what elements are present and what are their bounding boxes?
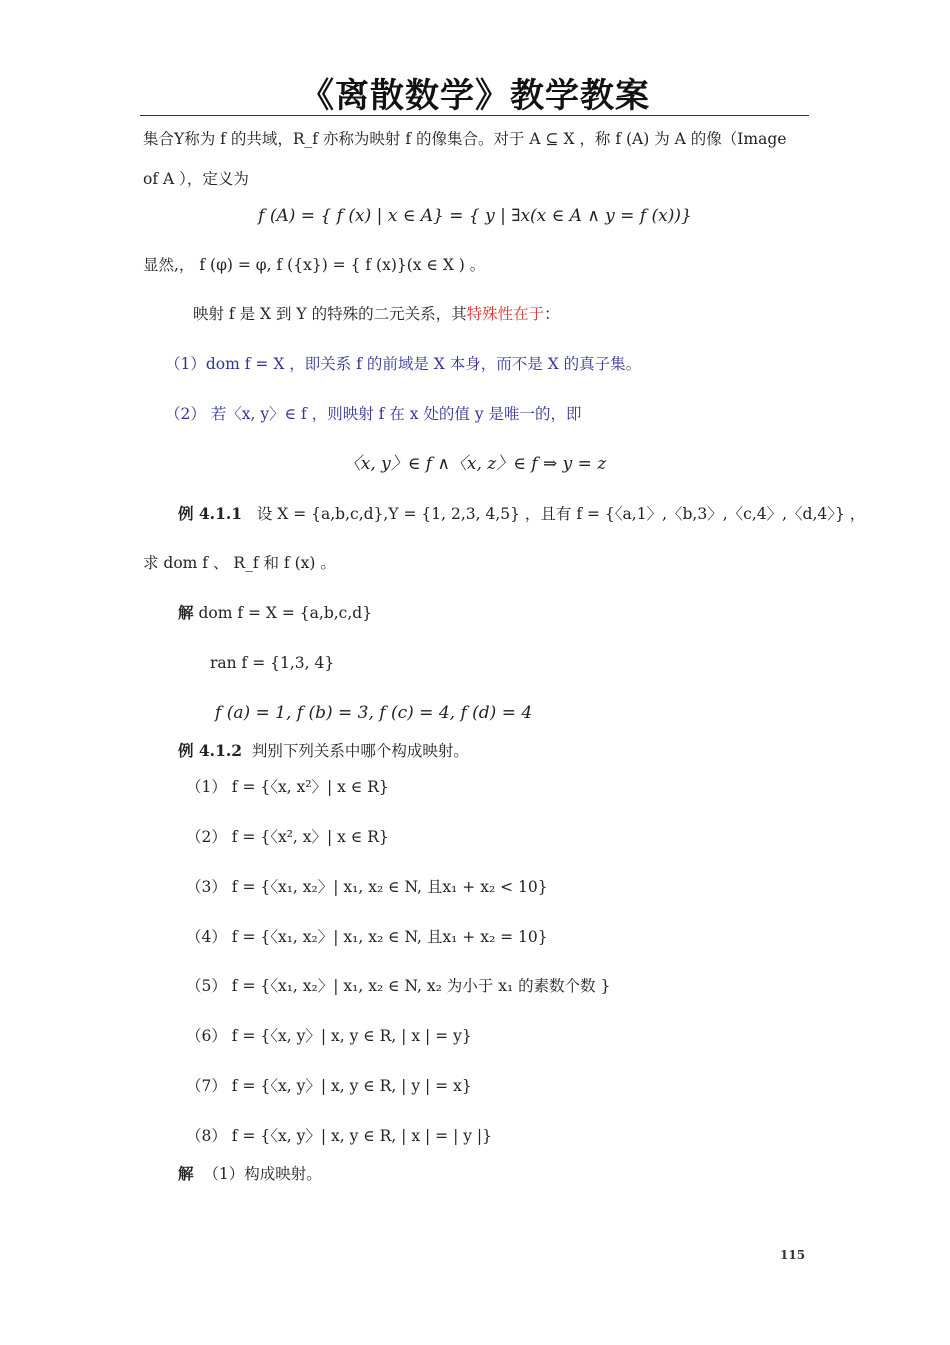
relation-item: （5） f = {〈x₁, x₂〉| x₁, x₂ ∈ N, x₂ 为小于 x₁ 的素数个数 } [186,977,611,995]
special-relation-colon: ： [544,305,560,323]
special-property-highlight: 特殊性在于 [466,305,545,323]
solution-4-1-2 [178,1163,322,1185]
header-rule [140,115,809,116]
formula-uniqueness: 〈x, y〉∈ f ∧〈x, z〉∈ f ⇒ y = z [343,454,607,474]
property-item-1: （1）dom f = X ，即关系 f 的前域是 X 本身，而不是 X 的真子集。 [165,355,642,373]
formula-image-set: f (A) = { f (x) | x ∈ A} = { y | ∃x(x ∈ A ∧ y = f (x))} [258,206,692,226]
header-title: 《离散数学》教学教案 [300,76,650,116]
relation-item: （7） f = {〈x, y〉| x, y ∈ R, | y | = x} [186,1077,472,1095]
text-line-special-relation [193,303,560,325]
page-number: 115 [780,1248,806,1262]
text-line-image-def: of A ），定义为 [143,170,249,188]
relation-item: （2） f = {〈x², x〉| x ∈ R} [186,828,389,846]
relation-item: （6） f = {〈x, y〉| x, y ∈ R, | x | = y} [186,1027,472,1045]
example-4-1-1-text: 设 X = {a,b,c,d},Y = {1, 2,3, 4,5} ，且有 f = {〈a,1〉,〈b,3〉,〈c,4〉,〈d,4〉} ， [256,505,866,523]
example-4-1-1 [178,503,865,525]
property-item-2: （2） 若〈x, y〉∈ f ，则映射 f 在 x 处的值 y 是唯一的，即 [165,405,582,423]
solution-values: f (a) = 1, f (b) = 3, f (c) = 4, f (d) = 4 [215,703,533,723]
example-4-1-1-question: 求 dom f 、 R_f 和 f (x) 。 [143,554,336,572]
example-4-1-2-text: 判别下列关系中哪个构成映射。 [251,742,469,760]
text-line-codomain: 集合Y称为 f 的共域，R_f 亦称为映射 f 的像集合。对于 A ⊆ X ，称 f (A) 为 A 的像（Image [143,130,787,148]
special-relation-intro: 映射 f 是 X 到 Y 的特殊的二元关系，其 [193,305,467,323]
solution-domain-text: dom f = X = {a,b,c,d} [198,604,373,622]
relation-item: （3） f = {〈x₁, x₂〉| x₁, x₂ ∈ N, 且x₁ + x₂ < 10} [186,878,548,896]
solution-label: 解 [178,1164,194,1183]
solution-label: 解 [178,603,194,622]
example-label: 例 4.1.2 [178,741,243,760]
example-label: 例 4.1.1 [178,504,243,523]
solution-range: ran f = {1,3, 4} [210,654,335,672]
text-line-obvious: 显然,， f (φ) = φ, f ({x}) = { f (x)}(x ∈ X ) 。 [143,256,486,274]
relation-item: （4） f = {〈x₁, x₂〉| x₁, x₂ ∈ N, 且x₁ + x₂ = 10} [186,928,548,946]
solution-domain [178,602,372,624]
relation-item: （1） f = {〈x, x²〉| x ∈ R} [186,778,389,796]
solution-4-1-2-text: （1）构成映射。 [203,1165,322,1183]
relation-item: （8） f = {〈x, y〉| x, y ∈ R, | x | = | y |} [186,1127,492,1145]
example-4-1-2 [178,740,469,762]
